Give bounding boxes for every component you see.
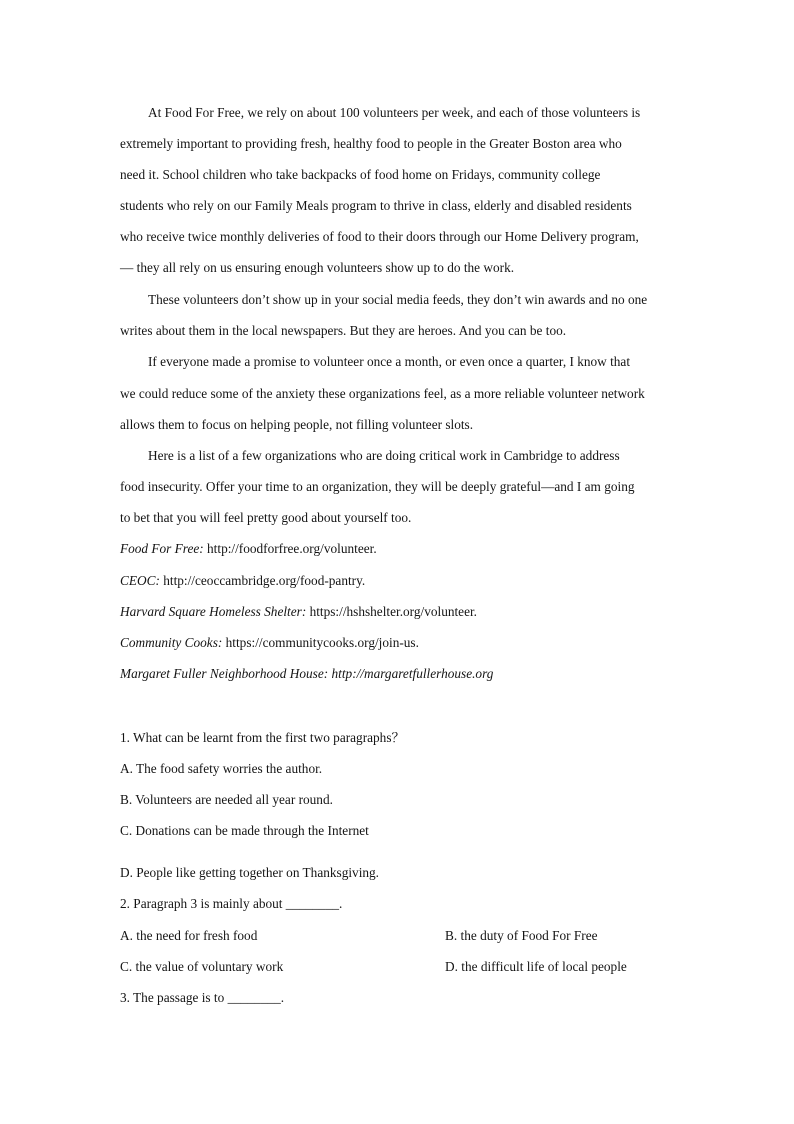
- p3-line-1: If everyone made a promise to volunteer once a month, or even once a quarter, I know that: [148, 354, 631, 369]
- org-item: [120, 541, 377, 557]
- org-item: [120, 635, 419, 651]
- org-name: Harvard Square Homeless Shelter:: [120, 604, 307, 619]
- p1-line-1: At Food For Free, we rely on about 100 volunteers per week, and each of those volunteers is: [148, 105, 641, 120]
- org-url[interactable]: http://ceoccambridge.org/food-pantry.: [159, 573, 366, 588]
- p4-line-2: food insecurity. Offer your time to an organization, they will be deeply grateful—and I am going: [120, 479, 635, 494]
- question-2-option-d[interactable]: D. the difficult life of local people: [445, 959, 627, 974]
- p4-line-1: Here is a list of a few organizations who are doing critical work in Cambridge to address: [148, 448, 620, 463]
- org-item: [120, 666, 493, 682]
- question-2-stem: 2. Paragraph 3 is mainly about ________.: [120, 896, 343, 911]
- p1-line-6: — they all rely on us ensuring enough volunteers show up to do the work.: [120, 260, 515, 275]
- org-name: Food For Free:: [120, 541, 204, 556]
- question-1-stem: 1. What can be learnt from the first two paragraphs？: [120, 730, 405, 745]
- question-2-option-b[interactable]: B. the duty of Food For Free: [445, 928, 598, 943]
- p2-line-1: These volunteers don’t show up in your social media feeds, they don’t win awards and no one: [148, 292, 648, 307]
- org-url[interactable]: http://foodforfree.org/volunteer.: [203, 541, 377, 556]
- org-name: Community Cooks:: [120, 635, 223, 650]
- p2-line-2: writes about them in the local newspapers. But they are heroes. And you can be too.: [120, 323, 567, 338]
- question-1-option-d[interactable]: D. People like getting together on Thanksgiving.: [120, 865, 380, 880]
- p3-line-3: allows them to focus on helping people, not filling volunteer slots.: [120, 417, 474, 432]
- question-2-option-a[interactable]: A. the need for fresh food: [120, 928, 258, 943]
- org-item: [120, 604, 477, 620]
- question-1-option-c[interactable]: C. Donations can be made through the Internet: [120, 823, 369, 838]
- p1-line-2: extremely important to providing fresh, healthy food to people in the Greater Boston area who: [120, 136, 622, 151]
- question-2-option-c[interactable]: C. the value of voluntary work: [120, 959, 284, 974]
- org-name: CEOC:: [120, 573, 160, 588]
- question-1-option-a[interactable]: A. The food safety worries the author.: [120, 761, 323, 776]
- org-name-and-url[interactable]: Margaret Fuller Neighborhood House: http://margaretfullerhouse.org: [120, 666, 494, 681]
- question-1-option-b[interactable]: B. Volunteers are needed all year round.: [120, 792, 333, 807]
- p4-line-3: to bet that you will feel pretty good about yourself too.: [120, 510, 412, 525]
- org-url[interactable]: https://hshshelter.org/volunteer.: [306, 604, 478, 619]
- p1-line-4: students who rely on our Family Meals program to thrive in class, elderly and disabled residents: [120, 198, 632, 213]
- org-url[interactable]: https://communitycooks.org/join-us.: [222, 635, 419, 650]
- p3-line-2: we could reduce some of the anxiety these organizations feel, as a more reliable volunteer network: [120, 386, 645, 401]
- question-3-stem: 3. The passage is to ________.: [120, 990, 285, 1005]
- org-item: [120, 573, 365, 589]
- p1-line-3: need it. School children who take backpacks of food home on Fridays, community college: [120, 167, 601, 182]
- p1-line-5: who receive twice monthly deliveries of food to their doors through our Home Delivery program,: [120, 229, 639, 244]
